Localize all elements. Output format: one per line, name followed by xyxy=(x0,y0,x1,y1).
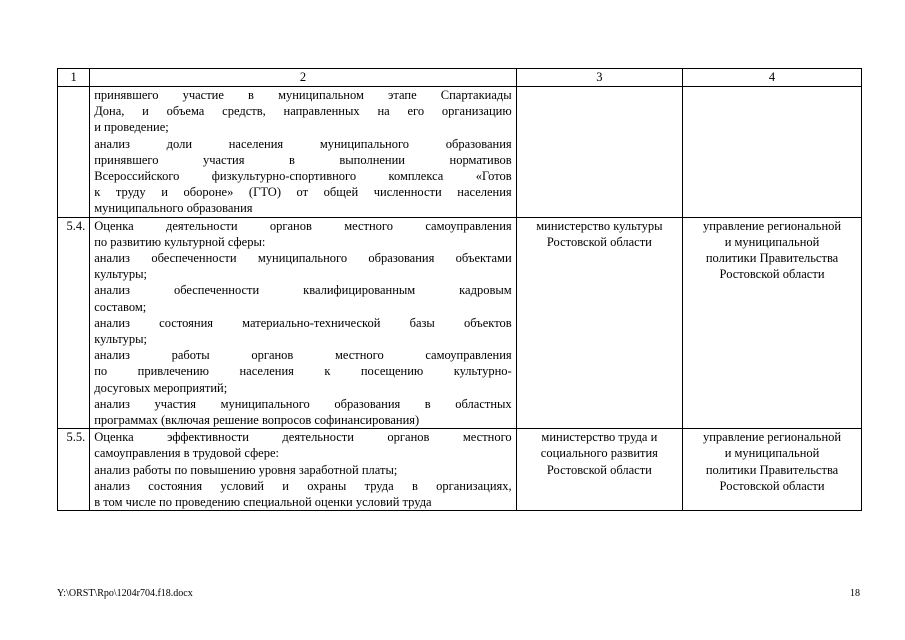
description-line: анализ состояния условий и охраны труда в организациях, xyxy=(94,478,512,493)
coordinator-line: Ростовской области xyxy=(719,478,825,493)
description-line: по привлечению населения к посещению культурно- xyxy=(94,364,512,379)
description-line: Дона, и объема средств, направленных на его организацию xyxy=(94,104,512,119)
row-description xyxy=(90,87,516,218)
coordinator-line: управление региональной xyxy=(702,430,842,445)
responsible-line: Ростовской области xyxy=(546,234,652,249)
coordinator-line: политики Правительства xyxy=(705,462,839,477)
description-line: принявшего участия в выполнении нормативов xyxy=(94,152,512,167)
responsible-line: министерство труда и xyxy=(541,430,658,445)
responsible-line: министерство культуры xyxy=(536,218,663,233)
row-coordinator xyxy=(683,87,862,218)
table-row xyxy=(58,87,862,218)
header-col-1: 1 xyxy=(58,69,90,87)
description-line: Оценка эффективности деятельности органов местного xyxy=(94,430,512,445)
row-coordinator xyxy=(683,429,862,511)
description-line: в том числе по проведению специальной оценки условий труда xyxy=(94,495,432,510)
description-line: анализ работы органов местного самоуправления xyxy=(94,348,512,363)
row-number: 5.5. xyxy=(58,429,90,511)
description-line: к труду и обороне» (ГТО) от общей численности населения xyxy=(94,185,512,200)
description-line: Всероссийского физкультурно-спортивного комплекса «Готов xyxy=(94,169,512,184)
header-col-3: 3 xyxy=(516,69,682,87)
description-line: анализ участия муниципального образования в областных xyxy=(94,396,512,411)
row-description xyxy=(90,429,516,511)
description-line: по развитию культурной сферы: xyxy=(94,234,266,249)
coordinator-line: управление региональной xyxy=(702,218,842,233)
description-line: культуры; xyxy=(94,332,147,347)
description-line: досуговых мероприятий; xyxy=(94,380,228,395)
page-number: 18 xyxy=(850,588,860,599)
responsible-line: Ростовской области xyxy=(546,462,652,477)
row-number xyxy=(58,87,90,218)
description-line: программах (включая решение вопросов софинансирования) xyxy=(94,413,420,428)
footer-file-path: Y:\ORST\Rpo\1204r704.f18.docx xyxy=(57,588,193,599)
row-description xyxy=(90,217,516,429)
description-line: анализ работы по повышению уровня заработной платы; xyxy=(94,462,398,477)
coordinator-line: Ростовской области xyxy=(719,267,825,282)
header-col-2: 2 xyxy=(90,69,516,87)
description-line: муниципального образования xyxy=(94,201,253,216)
description-line: анализ доли населения муниципального образования xyxy=(94,136,512,151)
coordinator-line: и муниципальной xyxy=(724,234,820,249)
row-number: 5.4. xyxy=(58,217,90,429)
description-line: и проведение; xyxy=(94,120,169,135)
description-line: анализ состояния материально-технической базы объектов xyxy=(94,315,512,330)
table-header-row xyxy=(58,69,862,87)
row-responsible xyxy=(516,217,682,429)
row-responsible xyxy=(516,429,682,511)
table-row xyxy=(58,429,862,511)
responsible-line: социального развития xyxy=(540,446,658,461)
description-line: самоуправления в трудовой сфере: xyxy=(94,446,279,461)
description-line: Оценка деятельности органов местного самоуправления xyxy=(94,218,512,233)
description-line: составом; xyxy=(94,299,147,314)
regulation-table xyxy=(57,68,862,511)
description-line: культуры; xyxy=(94,267,147,282)
header-col-4: 4 xyxy=(683,69,862,87)
description-line: анализ обеспеченности квалифицированным кадровым xyxy=(94,283,512,298)
table-row xyxy=(58,217,862,429)
description-line: принявшего участие в муниципальном этапе Спартакиады xyxy=(94,88,512,102)
row-responsible xyxy=(516,87,682,218)
coordinator-line: и муниципальной xyxy=(724,446,820,461)
description-line: анализ обеспеченности муниципального образования объектами xyxy=(94,251,512,266)
coordinator-line: политики Правительства xyxy=(705,251,839,266)
row-coordinator xyxy=(683,217,862,429)
